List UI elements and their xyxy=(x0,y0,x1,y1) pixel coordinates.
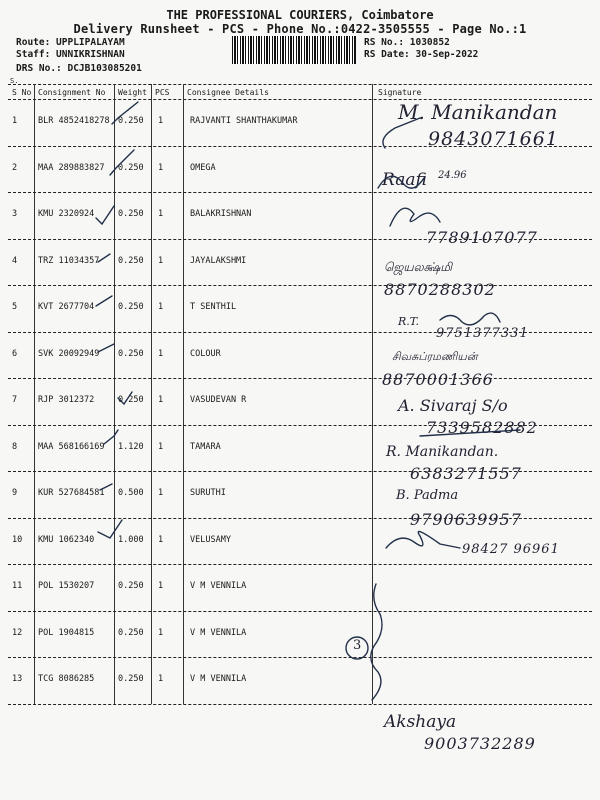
row-consignment-no: MAA 289883827 xyxy=(38,162,105,173)
row-weight: 1.000 xyxy=(118,534,144,545)
row-sno: 9 xyxy=(12,488,18,498)
col-header-consignment: Consignment No xyxy=(38,88,106,97)
row-consignee: VASUDEVAN R xyxy=(190,395,247,405)
row-pcs: 1 xyxy=(158,255,164,266)
row-sno: 2 xyxy=(12,162,18,173)
row-weight: 0.250 xyxy=(118,348,144,359)
row-pcs: 1 xyxy=(158,488,164,498)
col-header-signature: Signature xyxy=(378,88,422,97)
row-consignee: TAMARA xyxy=(190,441,221,452)
sig-underline-7 xyxy=(420,430,520,436)
sig-4-name: ஜெயலக்ஷ்மி xyxy=(384,260,453,274)
tick-mark-4 xyxy=(98,254,110,262)
row-consignee: RAJVANTI SHANTHAKUMAR xyxy=(190,116,298,126)
row-sno: 6 xyxy=(12,348,18,359)
row-pcs: 1 xyxy=(158,441,164,452)
sig-6-phone: 8870001366 xyxy=(382,370,494,389)
row-sno: 13 xyxy=(12,674,23,684)
row-sno: 11 xyxy=(12,581,23,591)
sig-2-name: Raafi xyxy=(382,170,427,190)
sig-10-phone: 98427 96961 xyxy=(462,542,560,557)
tick-mark-5 xyxy=(96,296,112,306)
tick-mark-6 xyxy=(98,344,114,352)
tick-mark-8 xyxy=(104,430,118,444)
row-consignment-no: TRZ 11034357 xyxy=(38,255,100,266)
col-header-consignee: Consignee Details xyxy=(187,88,269,97)
row-weight: 0.250 xyxy=(118,395,144,405)
row-sno: 1 xyxy=(12,116,18,126)
row-weight: 0.250 xyxy=(118,674,144,684)
top-marker: S. xyxy=(10,77,19,85)
sig-6-name: சிவசுப்ரமணியன் xyxy=(392,350,478,363)
row-weight: 0.250 xyxy=(118,162,144,173)
sig-9-name: B. Padma xyxy=(396,488,459,503)
row-weight: 0.250 xyxy=(118,627,144,638)
sig-11-circle-number: 3 xyxy=(353,638,362,653)
row-weight: 0.250 xyxy=(118,209,144,219)
row-weight: 0.250 xyxy=(118,581,144,591)
row-consignment-no: MAA 568166169 xyxy=(38,441,105,452)
tick-mark-3 xyxy=(96,206,114,224)
sig-circle-11 xyxy=(346,637,368,659)
tick-mark-2 xyxy=(110,150,134,175)
row-consignment-no: POL 1530207 xyxy=(38,581,95,591)
row-pcs: 1 xyxy=(158,116,164,126)
col-header-pcs: PCS xyxy=(155,88,170,97)
row-sno: 10 xyxy=(12,534,23,545)
row-consignment-no: KMU 1062340 xyxy=(38,534,95,545)
runsheet-subtitle: Delivery Runsheet - PCS - Phone No.:0422-3505555 - Page No.:1 xyxy=(73,22,527,36)
row-consignment-no: KMU 2320924 xyxy=(38,209,95,219)
sig-2-note: 24.96 xyxy=(438,170,467,181)
row-consignment-no: BLR 4852418278 xyxy=(38,116,110,126)
tick-mark-7 xyxy=(118,392,132,404)
final-sig-name: Akshaya xyxy=(384,712,457,732)
row-pcs: 1 xyxy=(158,162,164,173)
tick-mark-1 xyxy=(112,102,138,124)
row-consignee: T SENTHIL xyxy=(190,302,237,312)
row-weight: 0.250 xyxy=(118,116,144,126)
row-consignee: OMEGA xyxy=(190,162,216,173)
rs-date: RS Date: 30-Sep-2022 xyxy=(364,49,479,60)
sig-3-phone: 7789107077 xyxy=(426,228,538,247)
row-sno: 5 xyxy=(12,302,18,312)
company-title: THE PROFESSIONAL COURIERS, Coimbatore xyxy=(166,8,434,22)
row-pcs: 1 xyxy=(158,395,164,405)
row-sno: 12 xyxy=(12,627,23,638)
sig-8-phone: 6383271557 xyxy=(410,464,522,483)
row-consignee: COLOUR xyxy=(190,348,221,359)
sig-hook-1 xyxy=(383,118,420,148)
row-consignee: V M VENNILA xyxy=(190,627,247,638)
sig-5-name: R.T. xyxy=(398,315,419,328)
staff: Staff: UNNIKRISHNAN xyxy=(16,49,125,60)
row-pcs: 1 xyxy=(158,348,164,359)
row-pcs: 1 xyxy=(158,302,164,312)
tick-mark-9 xyxy=(100,484,112,490)
row-sno: 8 xyxy=(12,441,18,452)
row-sno: 3 xyxy=(12,209,18,219)
route: Route: UPPLIPALAYAM xyxy=(16,37,125,48)
row-sno: 7 xyxy=(12,395,18,405)
sig-scribble-3 xyxy=(390,208,440,226)
row-consignment-no: POL 1904815 xyxy=(38,627,95,638)
sig-scribble-5 xyxy=(440,313,500,325)
row-pcs: 1 xyxy=(158,627,164,638)
sig-9-phone: 9790639957 xyxy=(410,510,522,529)
row-pcs: 1 xyxy=(158,674,164,684)
row-consignment-no: KVT 2677704 xyxy=(38,302,95,312)
sig-1-name: M. Manikandan xyxy=(398,100,558,124)
row-pcs: 1 xyxy=(158,209,164,219)
row-consignee: V M VENNILA xyxy=(190,674,247,684)
sig-7-phone: 7339582882 xyxy=(426,418,538,437)
tick-mark-10 xyxy=(98,520,122,538)
row-consignment-no: KUR 527684581 xyxy=(38,488,105,498)
final-sig-phone: 9003732289 xyxy=(424,734,536,753)
row-weight: 1.120 xyxy=(118,441,144,452)
sig-1-phone: 9843071661 xyxy=(428,128,559,150)
row-weight: 0.500 xyxy=(118,488,144,498)
drs-number: DRS No.: DCJB103085201 xyxy=(16,63,142,74)
col-header-weight: Weight xyxy=(118,88,147,97)
row-consignment-no: RJP 3012372 xyxy=(38,395,95,405)
sig-scribble-10 xyxy=(386,532,460,549)
row-consignee: JAYALAKSHMI xyxy=(190,255,247,266)
sig-scribble-2 xyxy=(378,176,424,188)
rs-number: RS No.: 1030852 xyxy=(364,37,450,48)
row-weight: 0.250 xyxy=(118,302,144,312)
row-consignment-no: TCG 8086285 xyxy=(38,674,95,684)
row-consignee: BALAKRISHNAN xyxy=(190,209,252,219)
col-header-sno: S No xyxy=(12,88,32,97)
row-weight: 0.250 xyxy=(118,255,144,266)
sig-8-name: R. Manikandan. xyxy=(386,444,499,460)
sig-4-phone: 8870288302 xyxy=(384,280,496,299)
row-consignee: VELUSAMY xyxy=(190,534,231,545)
row-consignment-no: SVK 20092949 xyxy=(38,348,100,359)
sig-7-name: A. Sivaraj S/o xyxy=(398,396,508,415)
sig-5-phone: 9751377331 xyxy=(436,326,529,341)
row-pcs: 1 xyxy=(158,581,164,591)
row-consignee: SURUTHI xyxy=(190,488,226,498)
row-sno: 4 xyxy=(12,255,18,266)
sig-bracket-11-13 xyxy=(371,584,382,700)
row-pcs: 1 xyxy=(158,534,164,545)
row-consignee: V M VENNILA xyxy=(190,581,247,591)
